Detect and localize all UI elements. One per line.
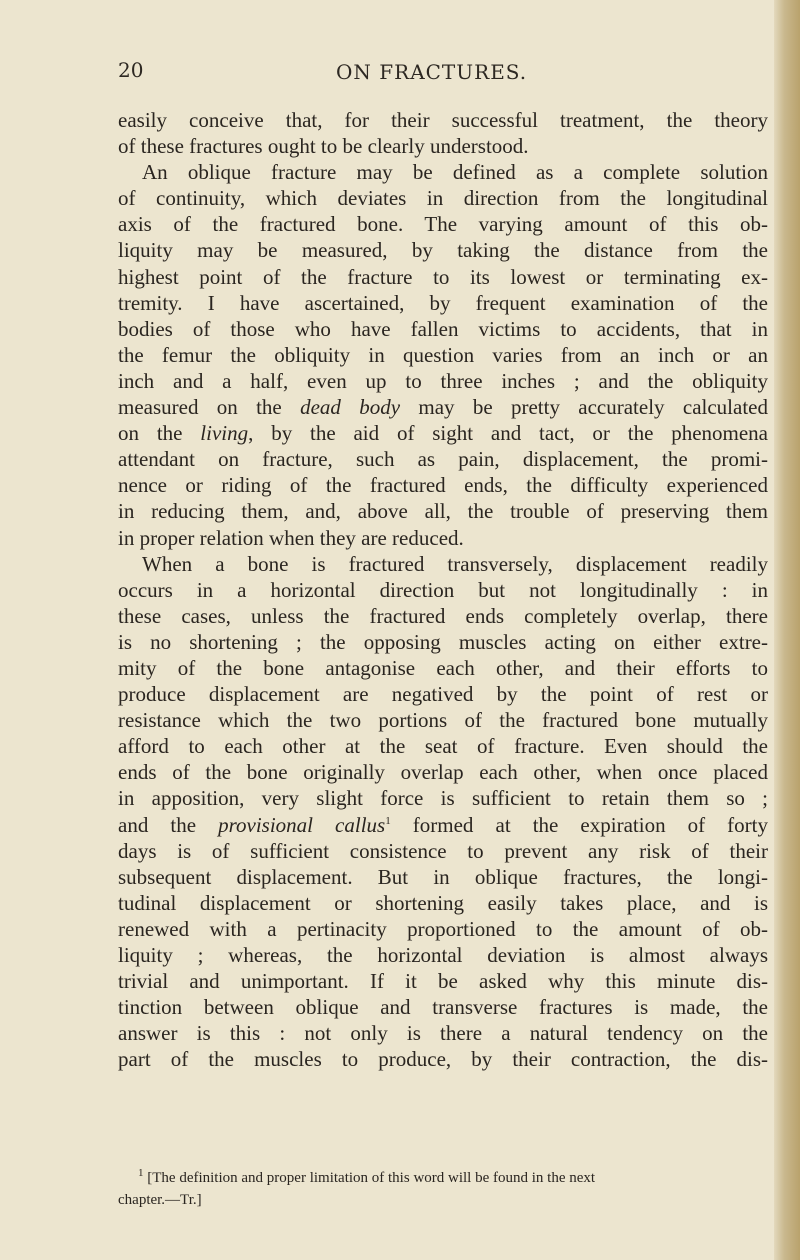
text-fragment: measured on the <box>118 395 301 420</box>
page-number: 20 <box>118 58 144 82</box>
text-line: afford to each other at the seat of fracture. Even should the <box>118 734 768 759</box>
text-line: tremity. I have ascertained, by frequent examination of the <box>118 290 768 315</box>
text-fragment: , by the aid of sight and tact, or the phenomena <box>248 421 768 446</box>
text-line: of these fractures ought to be clearly understood. <box>118 134 529 159</box>
text-line: nence or riding of the fractured ends, the difficulty experienced <box>118 473 768 498</box>
text-line: subsequent displacement. But in oblique fractures, the longi- <box>118 864 768 889</box>
text-line <box>118 812 768 838</box>
text-line <box>118 420 768 446</box>
running-title: ON FRACTURES. <box>336 60 528 84</box>
footnote-line <box>118 1167 768 1189</box>
text-line: resistance which the two portions of the fractured bone mutually <box>118 708 768 733</box>
text-line: part of the muscles to produce, by their contraction, the dis- <box>118 1047 768 1072</box>
text-line: tinction between oblique and transverse fractures is made, the <box>118 995 768 1020</box>
text-line: produce displacement are negatived by the point of rest or <box>118 682 768 707</box>
text-fragment: formed at the expiration of forty <box>390 812 769 837</box>
text-line: these cases, unless the fractured ends completely overlap, there <box>118 603 768 628</box>
text-line: ends of the bone originally overlap each other, when once placed <box>118 760 768 785</box>
italic-living: living <box>200 421 249 446</box>
text-line: highest point of the fracture to its lowest or terminating ex- <box>118 264 768 289</box>
text-line <box>118 394 768 420</box>
text-line: answer is this : not only is there a natural tendency on the <box>118 1021 768 1046</box>
text-line: liquity may be measured, by taking the distance from the <box>118 238 768 263</box>
footnote-marker: 1 <box>385 814 391 827</box>
text-fragment: may be pretty accurately calculated <box>400 395 768 420</box>
text-line: inch and a half, even up to three inches ; and the obliquity <box>118 368 768 393</box>
text-line: occurs in a horizontal direction but not longitudinally : in <box>118 577 768 602</box>
text-line: the femur the obliquity in question varies from an inch or an <box>118 342 768 367</box>
text-line: in proper relation when they are reduced. <box>118 525 464 550</box>
text-line: renewed with a pertinacity proportioned to the amount of ob- <box>118 916 768 941</box>
text-line: bodies of those who have fallen victims to accidents, that in <box>118 316 768 341</box>
text-fragment: on the <box>118 421 201 446</box>
text-line: of continuity, which deviates in direction from the longitudinal <box>118 186 768 211</box>
body-text <box>118 107 768 1072</box>
italic-dead-body: dead body <box>300 395 401 420</box>
text-line: liquity ; whereas, the horizontal deviation is almost always <box>118 943 768 967</box>
text-line: is no shortening ; the opposing muscles acting on either extre- <box>118 629 768 654</box>
italic-provisional-callus: provisional callus <box>218 812 386 837</box>
text-line: mity of the bone antagonise each other, and their efforts to <box>118 655 768 680</box>
text-line: easily conceive that, for their successful treatment, the theory <box>118 108 768 132</box>
text-line: in reducing them, and, above all, the trouble of preserving them <box>118 499 768 524</box>
text-line: trivial and unimportant. If it be asked why this minute dis- <box>118 969 768 994</box>
text-line: tudinal displacement or shortening easily takes place, and is <box>118 890 768 915</box>
text-line: days is of sufficient consistence to prevent any risk of their <box>118 838 768 863</box>
text-line: An oblique fracture may be defined as a complete solution <box>142 160 768 185</box>
text-line: axis of the fractured bone. The varying amount of this ob- <box>118 212 768 237</box>
footnote <box>118 1167 768 1211</box>
text-line: in apposition, very slight force is sufficient to retain them so ; <box>118 786 768 811</box>
footnote-line: chapter.—Tr.] <box>118 1192 202 1208</box>
page-header <box>118 58 768 88</box>
footnote-text: [The definition and proper limitation of this word will be found in the next <box>147 1170 596 1186</box>
footnote-number: 1 <box>138 1167 144 1179</box>
page-edge-shadow <box>774 0 800 1260</box>
text-fragment: and the <box>118 812 219 837</box>
text-line: attendant on fracture, such as pain, displacement, the promi- <box>118 447 768 472</box>
text-line: When a bone is fractured transversely, displacement readily <box>142 551 768 576</box>
